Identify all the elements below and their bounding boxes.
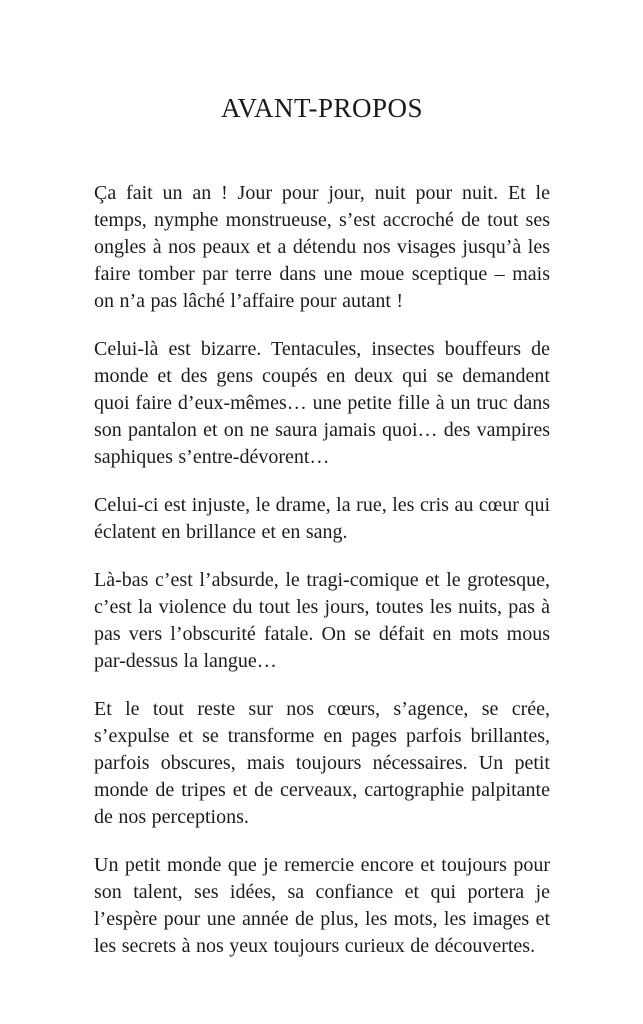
paragraph: Ça fait un an ! Jour pour jour, nuit pour nuit. Et le temps, nymphe monstrueuse, s’est accroché de tout ses ongles à nos peaux et a détendu nos visages jusqu’à les faire tomber par terre dans une moue sceptique – mais on n’a pas lâché l’affaire pour autant ! <box>94 182 550 312</box>
paragraph: Et le tout reste sur nos cœurs, s’agence, se crée, s’expulse et se transforme en pages parfois brillantes, parfois obscures, mais toujours nécessaires. Un petit monde de tripes et de cerveaux, cartographie palpitante de nos perceptions. <box>94 698 550 828</box>
paragraph: Là-bas c’est l’absurde, le tragi-comique et le grotesque, c’est la violence du tout les jours, toutes les nuits, pas à pas vers l’obscurité fatale. On se défait en mots mous par-dessus la langue… <box>94 569 550 672</box>
paragraph: Celui-là est bizarre. Tentacules, insectes bouffeurs de monde et des gens coupés en deux qui se demandent quoi faire d’eux-mêmes… une petite fille à un truc dans son pantalon et on ne saura jamais quoi… des vampires saphiques s’entre-dévorent… <box>94 338 550 468</box>
page-title: AVANT-PROPOS <box>220 93 424 123</box>
foreword-text <box>94 180 550 960</box>
paragraph: Un petit monde que je remercie encore et toujours pour son talent, ses idées, sa confiance et qui portera je l’espère pour une année de plus, les mots, les images et les secrets à nos yeux toujours curieux de découvertes. <box>94 854 550 957</box>
paragraph: Celui-ci est injuste, le drame, la rue, les cris au cœur qui éclatent en brillance et en sang. <box>94 494 550 543</box>
